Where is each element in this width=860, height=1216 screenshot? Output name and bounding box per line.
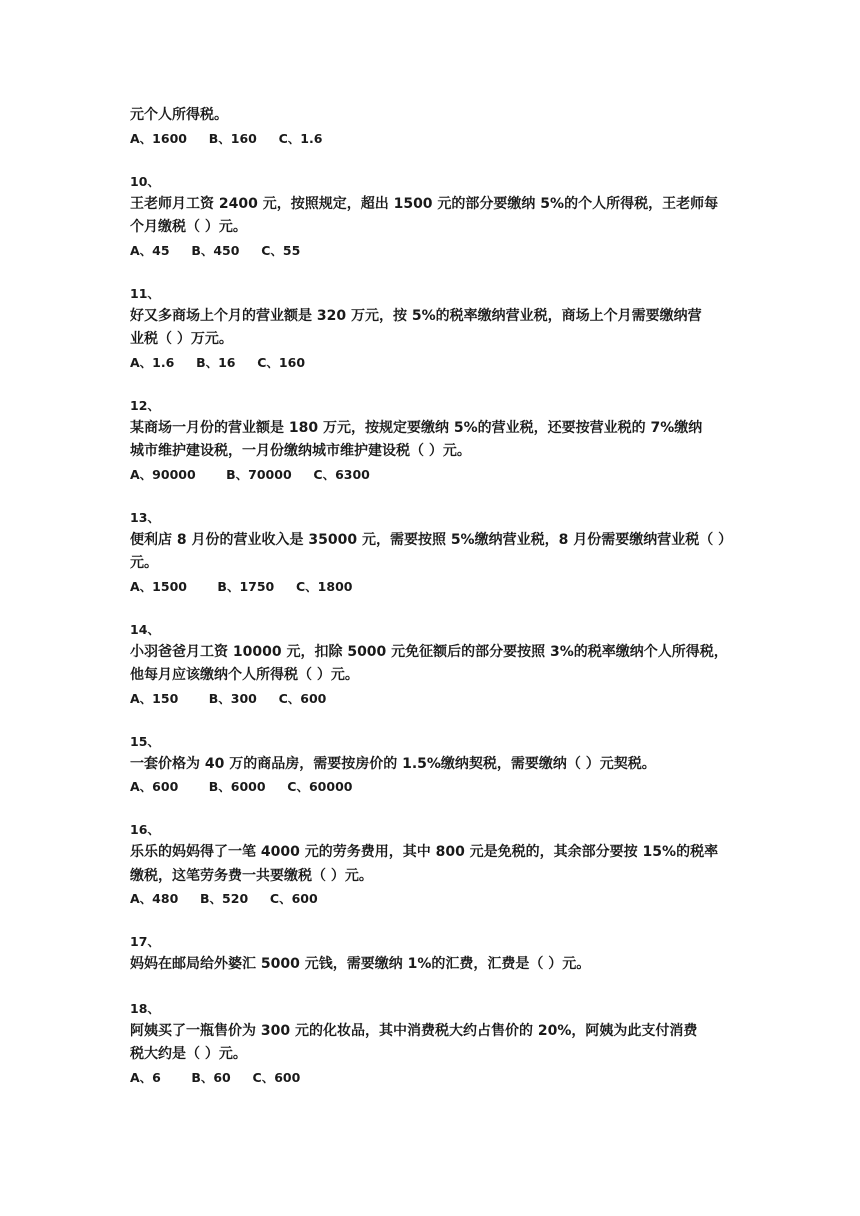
question-text-line: 税大约是（ ）元。 <box>130 1046 247 1062</box>
question-number: 12、 <box>130 397 160 413</box>
question-text-line: 业税（ ）万元。 <box>130 331 233 347</box>
question-text-line: 某商场一月份的营业额是 180 万元，按规定要缴纳 5%的营业税，还要按营业税的 7%缴纳 <box>130 419 703 436</box>
question-text-line: 妈妈在邮局给外婆汇 5000 元钱，需要缴纳 1%的汇费，汇费是（ ）元。 <box>130 956 591 972</box>
document-page <box>130 104 740 1089</box>
question-17 <box>130 931 740 977</box>
question-text-line: 城市维护建设税，一月份缴纳城市维护建设税（ ）元。 <box>130 443 471 459</box>
question-options: A、1.6 B、16 C、160 <box>130 354 306 370</box>
question-number: 14、 <box>130 621 160 637</box>
question-11 <box>130 283 740 374</box>
question-options: A、90000 B、70000 C、6300 <box>130 466 370 482</box>
question-14 <box>130 619 740 710</box>
question-options: A、1500 B、1750 C、1800 <box>130 578 353 594</box>
question-text-line: 元。 <box>130 555 158 571</box>
question-text-line: 个月缴税（ ）元。 <box>130 219 247 235</box>
question-number: 11、 <box>130 285 160 301</box>
question-text-line: 缴税，这笔劳务费一共要缴税（ ）元。 <box>130 867 373 884</box>
question-10 <box>130 171 740 262</box>
question-options: A、6 B、60 C、600 <box>130 1069 301 1085</box>
question-15 <box>130 731 740 799</box>
question-13 <box>130 507 740 598</box>
question-text-line: 王老师月工资 2400 元，按照规定，超出 1500 元的部分要缴纳 5%的个人所得税，王老师每 <box>130 195 719 212</box>
question-number: 10、 <box>130 173 160 189</box>
question-text-line: 一套价格为 40 万的商品房，需要按房价的 1.5%缴纳契税，需要缴纳（ ）元契税。 <box>130 755 656 772</box>
question-number: 13、 <box>130 509 160 525</box>
intro-text: 元个人所得税。 <box>130 107 228 123</box>
question-16 <box>130 819 740 910</box>
question-number: 16、 <box>130 822 160 837</box>
question-text-line: 他每月应该缴纳个人所得税（ ）元。 <box>130 667 359 683</box>
question-18 <box>130 998 740 1089</box>
question-options: A、150 B、300 C、600 <box>130 690 327 706</box>
question-number: 18、 <box>130 1000 160 1016</box>
intro-options: A、1600 B、160 C、1.6 <box>130 130 323 146</box>
question-text-line: 小羽爸爸月工资 10000 元，扣除 5000 元免征额后的部分要按照 3%的税率缴纳个人所得税， <box>130 643 728 660</box>
question-text-line: 便利店 8 月份的营业收入是 35000 元，需要按照 5%缴纳营业税，8 月份需要缴纳营业税（ ） <box>130 531 733 548</box>
question-text-line: 阿姨买了一瓶售价为 300 元的化妆品，其中消费税大约占售价的 20%，阿姨为此支付消费 <box>130 1022 698 1039</box>
question-options: A、480 B、520 C、600 <box>130 891 318 906</box>
question-options: A、600 B、6000 C、60000 <box>130 779 353 794</box>
question-number: 17、 <box>130 934 160 949</box>
question-number: 15、 <box>130 733 160 749</box>
question-12 <box>130 395 740 486</box>
question-text-line: 乐乐的妈妈得了一笔 4000 元的劳务费用，其中 800 元是免税的，其余部分要按 15%的税率 <box>130 844 719 860</box>
question-text-line: 好又多商场上个月的营业额是 320 万元，按 5%的税率缴纳营业税，商场上个月需要缴纳营 <box>130 307 702 324</box>
question-options: A、45 B、450 C、55 <box>130 242 301 258</box>
